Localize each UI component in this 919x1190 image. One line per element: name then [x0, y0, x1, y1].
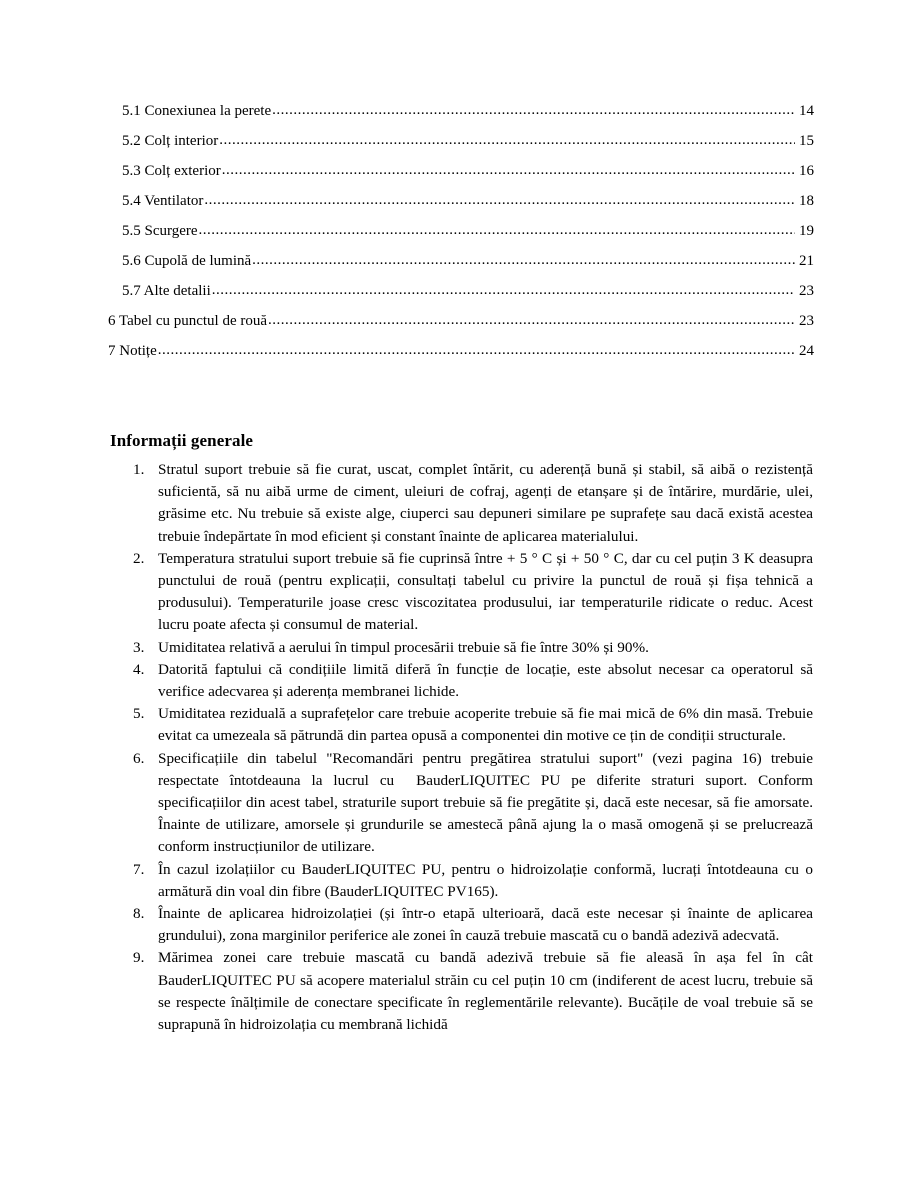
list-item	[133, 459, 817, 548]
toc-entry-page-number: 15	[799, 133, 814, 149]
toc-entry-title: 5.5 Scurgere	[122, 223, 198, 239]
toc-entry[interactable]	[108, 216, 814, 246]
list-item-text: În cazul izolațiilor cu BauderLIQUITEC PU, pentru o hidroizolație conformă, lucrați întotdeauna cu o armătură din voal din fibre (BauderLIQUITEC PV165).	[158, 860, 817, 900]
list-item	[133, 947, 817, 1036]
list-item-text: Mărimea zonei care trebuie mascată cu bandă adezivă trebuie să fie aleasă în așa fel în cât BauderLIQUITEC PU să acopere materialul străin cu cel puțin 10 cm (indiferent de acest lucru, trebuie să se respecte înălțimile de conectare specificate în reglementările relevante). Bucățile de voal trebuie să se suprapună în hidroizolația cu membrană lichidă	[158, 949, 817, 1034]
toc-entry[interactable]	[108, 276, 814, 306]
toc-entry-title: 6 Tabel cu punctul de rouă	[108, 313, 268, 329]
toc-entry-title: 5.2 Colț interior	[122, 133, 219, 149]
toc-entry-page-number: 21	[799, 253, 814, 269]
list-item-text: Datorită faptului că condițiile limită diferă în funcție de locație, este absolut necesar ca operatorul să verifice adecvarea și aderența membranei lichide.	[158, 660, 817, 701]
toc-entry-title: 5.7 Alte detalii	[122, 283, 211, 299]
list-item-marker: 2.	[133, 549, 145, 567]
toc-entry[interactable]	[108, 246, 814, 276]
toc-entry-title: 5.1 Conexiunea la perete	[122, 103, 272, 119]
list-item-marker: 9.	[133, 949, 145, 967]
list-item-text: Umiditatea reziduală a suprafețelor care trebuie acoperite trebuie să fie mai mică de 6% din masă. Trebuie evitat ca umezeala să pătrundă din partea opusă a componentei din motive ce țin de condiții structurale.	[158, 705, 817, 745]
toc-entry-title: 5.6 Cupolă de lumină	[122, 253, 252, 269]
list-item	[133, 703, 817, 747]
toc-entry[interactable]	[108, 126, 814, 156]
page-title: Informații generale	[110, 431, 254, 450]
toc-entry-page-number: 14	[799, 103, 814, 119]
toc-leader-dots	[268, 305, 795, 335]
toc-leader-dots	[199, 215, 795, 245]
toc-leader-dots	[212, 275, 795, 305]
toc-leader-dots	[158, 335, 795, 365]
toc-entry-page-number: 24	[799, 343, 814, 359]
toc-leader-dots	[222, 155, 795, 185]
toc-entry[interactable]	[108, 306, 814, 336]
general-information-list	[133, 459, 817, 1036]
list-item-marker: 5.	[133, 705, 145, 723]
list-item	[133, 659, 817, 703]
list-item-text: Umiditatea relativă a aerului în timpul procesării trebuie să fie între 30% și 90%.	[158, 638, 649, 656]
toc-entry-page-number: 23	[799, 283, 814, 299]
list-item-marker: 1.	[133, 461, 145, 478]
list-item-text: Înainte de aplicarea hidroizolației (și într-o etapă ulterioară, dacă este necesar și înainte de aplicarea grundului), zona marginilor periferice ale zonei în cauză trebuie mascată cu o bandă adezivă adecvată.	[158, 905, 817, 945]
toc-entry[interactable]	[108, 156, 814, 186]
toc-entry[interactable]	[108, 96, 814, 126]
list-item-marker: 3.	[133, 638, 145, 656]
toc-leader-dots	[219, 125, 795, 155]
list-item	[133, 548, 817, 637]
toc-leader-dots	[272, 95, 795, 125]
toc-entry-title: 7 Notițe	[108, 343, 157, 359]
toc-entry-page-number: 18	[799, 193, 814, 209]
table-of-contents	[108, 96, 814, 366]
toc-leader-dots	[204, 185, 795, 215]
list-item-text: Temperatura stratului suport trebuie să fie cuprinsă între + 5 ° C și + 50 ° C, dar cu cel puțin 3 K deasupra punctului de rouă (pentru explicații, consultați tabelul cu privire la punctul de rouă și fișa tehnică a produsului). Temperaturile joase cresc viscozitatea produsului, iar temperaturile ridicate o reduc. Acest lucru poate afecta și consumul de material.	[158, 549, 817, 634]
list-item	[133, 859, 817, 903]
list-item-marker: 6.	[133, 749, 145, 767]
list-item-text: Specificațiile din tabelul "Recomandări pentru pregătirea stratului suport" (vezi pagina 16) trebuie respectate întotdeauna la lucrul cu BauderLIQUITEC PU pe diferite straturi suport. Conform specificațiilor din acest tabel, straturile suport trebuie să fie pregătite și, dacă este necesar, să fie amorsate. Înainte de utilizare, amorsele și grundurile se amestecă până ajung la o masă omogenă și se prelucrează conform instrucțiunilor de utilizare.	[158, 749, 817, 856]
toc-entry-page-number: 16	[799, 163, 814, 179]
list-item-marker: 8.	[133, 905, 145, 923]
list-item-text: Stratul suport trebuie să fie curat, uscat, complet întărit, cu aderență bună și stabil, să aibă o rezistență suficientă, să nu aibă urme de ciment, uleiuri de cofraj, agenți de etanșare și de întărire, murdărie, ulei, grăsime etc. Nu trebuie să existe alge, ciuperci sau depuneri similare pe suprafețe sau dacă există acestea trebuie îndepărtate în mod eficient și constant înainte de aplicarea materialului.	[158, 461, 817, 545]
list-item-marker: 7.	[133, 860, 145, 878]
toc-entry-title: 5.4 Ventilator	[122, 193, 204, 209]
list-item	[133, 748, 817, 859]
toc-entry-page-number: 23	[799, 313, 814, 329]
toc-entry[interactable]	[108, 336, 814, 366]
toc-entry-page-number: 19	[799, 223, 814, 239]
list-item	[133, 903, 817, 947]
toc-entry[interactable]	[108, 186, 814, 216]
list-item-marker: 4.	[133, 660, 145, 678]
toc-leader-dots	[252, 245, 795, 275]
toc-entry-title: 5.3 Colț exterior	[122, 163, 221, 179]
list-item	[133, 637, 813, 659]
